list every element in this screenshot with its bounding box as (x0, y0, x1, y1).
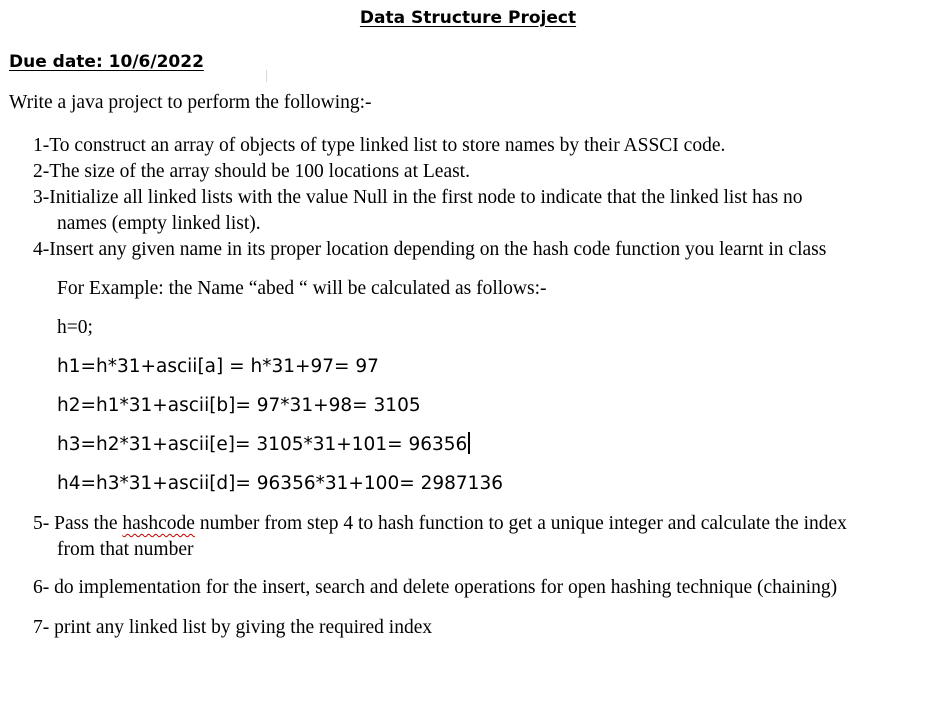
item-5-line-1 (33, 511, 847, 537)
faint-mark (266, 70, 267, 82)
item-3-line-1: 3-Initialize all linked lists with the value Null in the first node to indicate that the linked list has no (33, 187, 803, 208)
example-intro: For Example: the Name “abed “ will be calculated as follows:- (57, 278, 547, 299)
example-h3-line (57, 432, 470, 458)
item-1: 1-To construct an array of objects of type linked list to store names by their ASSCI code. (33, 135, 726, 156)
item-5-prefix: 5- Pass the (33, 513, 123, 534)
item-5-suffix: number from step 4 to hash function to get a unique integer and calculate the index (194, 513, 847, 534)
item-4: 4-Insert any given name in its proper location depending on the hash code function you learnt in class (33, 239, 827, 260)
document-title: Data Structure Project (359, 8, 577, 28)
example-h1: h1=h*31+ascii[a] = h*31+97= 97 (57, 356, 379, 377)
example-h4: h4=h3*31+ascii[d]= 96356*31+100= 2987136 (57, 473, 503, 494)
example-h0: h=0; (57, 317, 93, 338)
intro-text: Write a java project to perform the following:- (9, 92, 372, 113)
due-date: Due date: 10/6/2022 (9, 52, 204, 72)
example-h3: h3=h2*31+ascii[e]= 3105*31+101= 96356 (57, 434, 468, 455)
item-3-line-2: names (empty linked list). (57, 213, 261, 234)
text-cursor (468, 432, 470, 454)
item-2: 2-The size of the array should be 100 locations at Least. (33, 161, 470, 182)
example-h2: h2=h1*31+ascii[b]= 97*31+98= 3105 (57, 395, 421, 416)
item-6: 6- do implementation for the insert, search and delete operations for open hashing technique (chaining) (33, 577, 838, 598)
item-7: 7- print any linked list by giving the required index (33, 617, 433, 638)
item-5-line-2: from that number (57, 539, 194, 560)
misspelled-word[interactable]: hashcode (122, 513, 195, 534)
